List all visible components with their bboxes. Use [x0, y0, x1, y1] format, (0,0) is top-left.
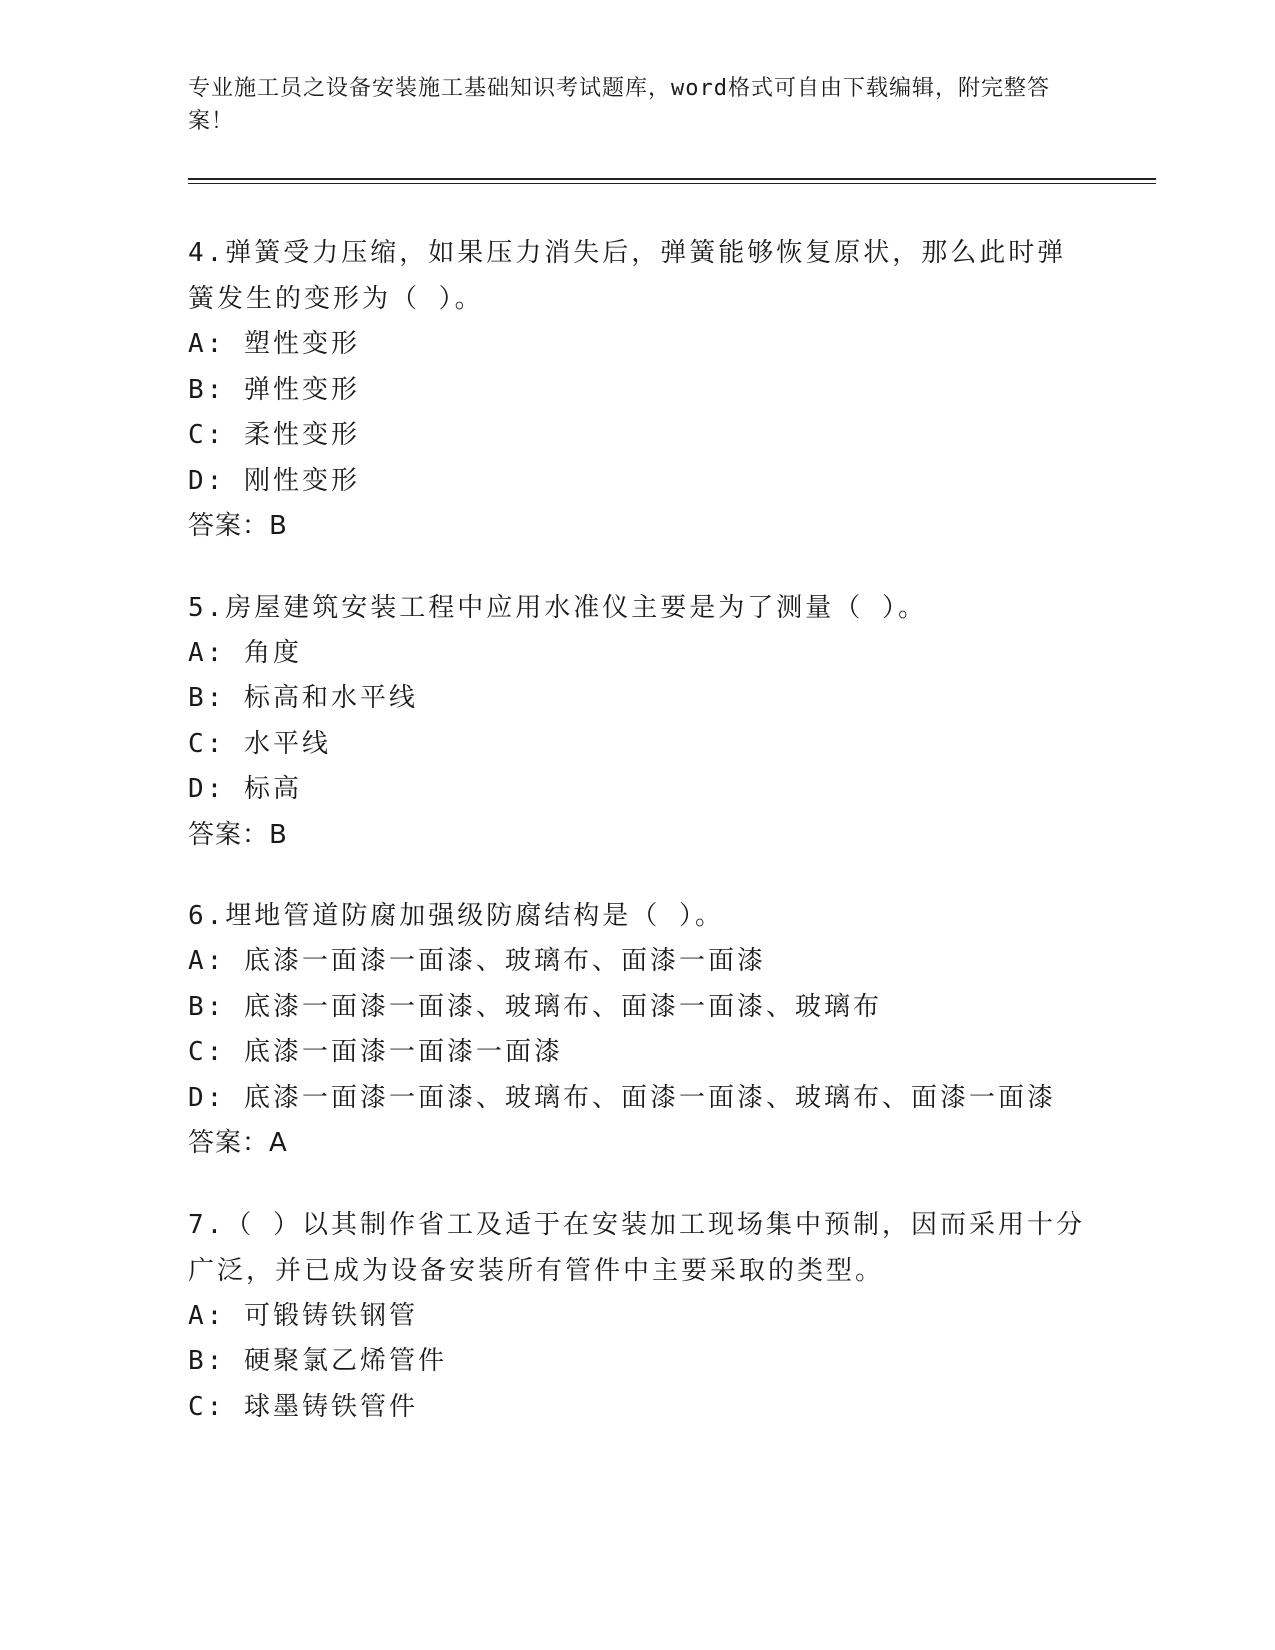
option-b: B: 标高和水平线: [188, 683, 418, 713]
option-a: A: 角度: [188, 637, 302, 668]
option-d: D: 底漆一面漆一面漆、玻璃布、面漆一面漆、玻璃布、面漆一面漆: [188, 1082, 1056, 1113]
question-4: [188, 230, 1088, 550]
question-text: 7.（ ）以其制作省工及适于在安装加工现场集中预制，因而采用十分广泛，并已成为设备安装所有管件中主要采取的类型。: [188, 1209, 1085, 1286]
answer: 答案：B: [188, 819, 288, 850]
option-c: C: 底漆一面漆一面漆一面漆: [188, 1037, 563, 1067]
question-5: [188, 585, 1088, 859]
option-b: B: 弹性变形: [188, 374, 360, 405]
option-c: C: 球墨铸铁管件: [188, 1391, 418, 1422]
option-b: B: 硬聚氯乙烯管件: [188, 1346, 447, 1376]
option-a: A: 塑性变形: [188, 329, 360, 359]
header-divider-thin: [188, 183, 1156, 184]
question-text: 5.房屋建筑安装工程中应用水准仪主要是为了测量（ ）。: [188, 592, 927, 623]
header-divider-thick: [188, 178, 1156, 180]
question-list: [188, 230, 1088, 1465]
option-d: D: 标高: [188, 774, 302, 804]
document-intro: 专业施工员之设备安装施工基础知识考试题库，word格式可自由下载编辑，附完整答案！: [188, 76, 1050, 134]
question-7: [188, 1202, 1088, 1431]
option-a: A: 底漆一面漆一面漆、玻璃布、面漆一面漆: [188, 946, 766, 976]
answer: 答案：B: [188, 511, 288, 541]
question-text: 6.埋地管道防腐加强级防腐结构是（ ）。: [188, 901, 724, 931]
option-a: A: 可锻铸铁钢管: [188, 1300, 418, 1331]
question-6: [188, 893, 1088, 1167]
question-text: 4.弹簧受力压缩，如果压力消失后，弹簧能够恢复原状，那么此时弹簧发生的变形为（ ）。: [188, 238, 1067, 314]
option-c: C: 水平线: [188, 728, 331, 759]
option-c: C: 柔性变形: [188, 420, 360, 450]
answer: 答案：A: [188, 1128, 288, 1158]
option-b: B: 底漆一面漆一面漆、玻璃布、面漆一面漆、玻璃布: [188, 991, 882, 1022]
option-d: D: 刚性变形: [188, 465, 360, 496]
